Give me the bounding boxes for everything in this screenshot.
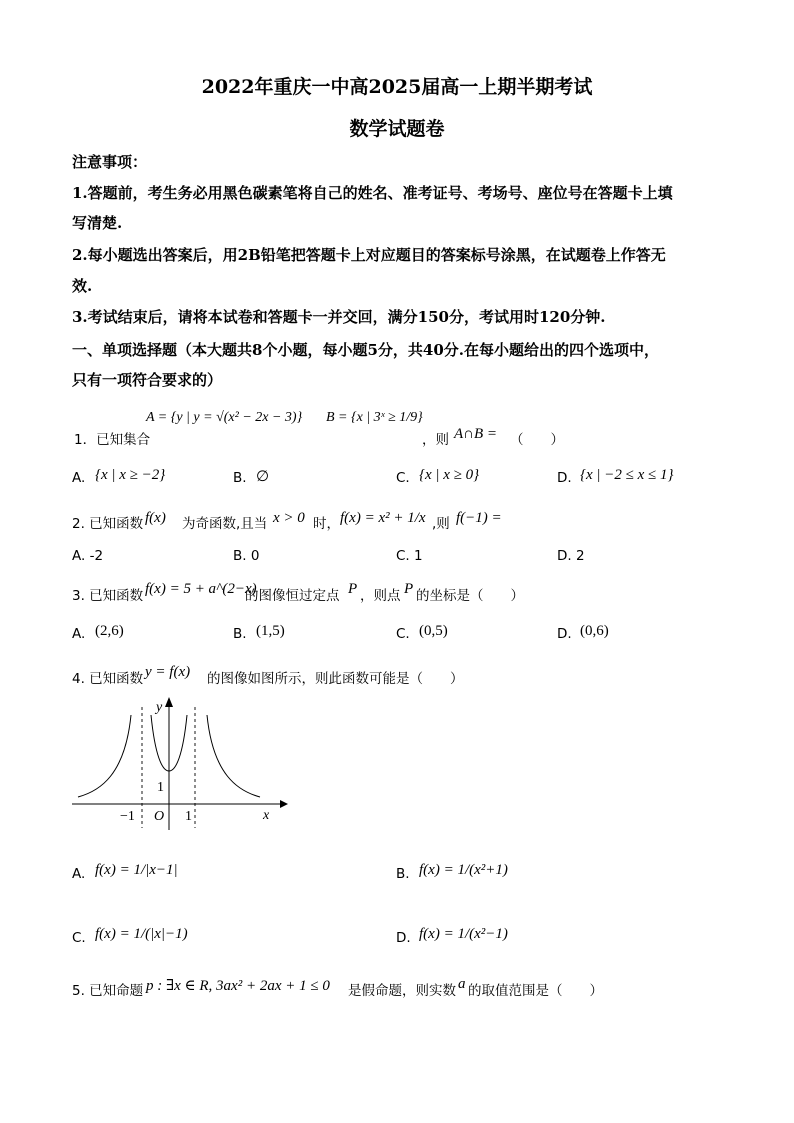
q3-option-c-label: C.: [396, 626, 410, 642]
q3-option-b-label: B.: [233, 626, 247, 642]
exam-title: 2022年重庆一中高2025届高一上期半期考试: [201, 76, 593, 98]
question-5-stem-b: 是假命题，则实数: [348, 983, 456, 999]
question-3-stem-b: 的图像恒过定点: [245, 588, 340, 604]
curve-left-branch: [78, 715, 131, 797]
question-2-fx: f(x): [145, 510, 166, 526]
curve-right-branch: [207, 715, 260, 797]
question-2-stem-c: 时，: [313, 516, 340, 532]
question-3-point: P: [348, 581, 358, 597]
q1-option-b: ∅: [256, 469, 270, 485]
q1-option-a: {x | x ≥ −2}: [95, 467, 166, 483]
notes-heading: 注意事项：: [72, 153, 148, 171]
q2-option-c: C. 1: [396, 548, 423, 564]
question-5-prop: p : ∃x ∈ R, 3ax² + 2ax + 1 ≤ 0: [146, 978, 330, 994]
notes-item-2: 2.每小题选出答案后，用2B铅笔把答题卡上对应题目的答案标号涂黑，在试题卷上作答无: [72, 246, 666, 264]
notes-item-1-cont: 写清楚.: [72, 214, 123, 232]
question-3-stem-c: ，则点: [360, 588, 401, 604]
question-4-def: y = f(x): [145, 664, 191, 680]
question-4-label: 4. 已知函数: [72, 671, 144, 687]
q4-option-b-label: B.: [396, 866, 410, 882]
q1-option-c-label: C.: [396, 470, 410, 486]
x-axis-arrow-icon: [280, 800, 288, 808]
q4-option-d: f(x) = 1/(x²−1): [419, 926, 508, 942]
q4-option-a-label: A.: [72, 866, 86, 882]
question-2-stem-b: 为奇函数,且当: [182, 516, 268, 532]
question-3-stem-d: 的坐标是（ ）: [416, 588, 524, 604]
q4-option-c-label: C.: [72, 930, 86, 946]
notes-item-3: 3.考试结束后，请将本试卷和答题卡一并交回，满分150分，考试用时120分钟.: [72, 308, 606, 326]
question-1-set-b: B = {x | 3ˣ ≥ 1/9}: [326, 410, 423, 425]
q1-option-c: {x | x ≥ 0}: [419, 467, 480, 483]
function-graph: [70, 695, 290, 835]
y-axis-arrow-icon: [165, 697, 173, 707]
question-2-label: 2. 已知函数: [72, 516, 144, 532]
q4-option-c: f(x) = 1/(|x|−1): [95, 926, 188, 942]
graph-origin-label: O: [154, 809, 165, 824]
graph-y-tick-1: 1: [157, 780, 164, 795]
question-2-def: f(x) = x² + 1/x: [340, 510, 426, 526]
q4-option-b: f(x) = 1/(x²+1): [419, 862, 508, 878]
question-5-label: 5. 已知命题: [72, 983, 144, 999]
q3-option-b: (1,5): [256, 623, 285, 639]
q3-option-a-label: A.: [72, 626, 86, 642]
q1-option-a-label: A.: [72, 470, 86, 486]
question-1-label: 1．已知集合: [74, 432, 151, 448]
graph-tick-neg1: −1: [120, 809, 135, 824]
question-5-stem-c: 的取值范围是（ ）: [468, 983, 603, 999]
question-1-expr: A∩B =: [454, 426, 498, 442]
question-3-def: f(x) = 5 + a^(2−x): [145, 581, 257, 597]
q3-option-d: (0,6): [580, 623, 609, 639]
question-2-stem-d: ,则: [432, 516, 450, 532]
exam-subtitle: 数学试题卷: [349, 118, 445, 140]
q3-option-d-label: D.: [557, 626, 572, 642]
q1-option-d: {x | −2 ≤ x ≤ 1}: [580, 467, 674, 483]
question-4-stem-b: 的图像如图所示，则此函数可能是（ ）: [207, 671, 464, 687]
q1-option-d-label: D.: [557, 470, 572, 486]
q4-option-d-label: D.: [396, 930, 411, 946]
question-2-ask: f(−1) =: [456, 510, 502, 526]
notes-item-2-cont: 效.: [72, 277, 93, 295]
question-3-point-2: P: [404, 581, 414, 597]
question-3-label: 3. 已知函数: [72, 588, 144, 604]
q2-option-b: B. 0: [233, 548, 260, 564]
graph-x-label: x: [263, 808, 270, 823]
graph-tick-1: 1: [185, 809, 192, 824]
q1-option-b-label: B.: [233, 470, 247, 486]
section-heading: 一、单项选择题（本大题共8个小题，每小题5分，共40分.在每小题给出的四个选项中，: [72, 341, 659, 359]
q3-option-a: (2,6): [95, 623, 124, 639]
q4-option-a: f(x) = 1/|x−1|: [95, 862, 178, 878]
q3-option-c: (0,5): [419, 623, 448, 639]
q2-option-a: A. -2: [72, 548, 104, 564]
question-2-cond: x > 0: [273, 510, 305, 526]
section-heading-cont: 只有一项符合要求的）: [72, 371, 223, 389]
question-1-stem-b: ，则: [422, 432, 449, 448]
q2-option-d: D. 2: [557, 548, 585, 564]
question-1-set-a: A = {y | y = √(x² − 2x − 3)}: [146, 410, 303, 425]
question-1-paren: （ ）: [510, 432, 564, 448]
notes-item-1: 1.答题前，考生务必用黑色碳素笔将自己的姓名、准考证号、考场号、座位号在答题卡上填: [72, 184, 673, 202]
graph-y-label: y: [156, 700, 163, 715]
question-5-var: a: [458, 976, 466, 992]
